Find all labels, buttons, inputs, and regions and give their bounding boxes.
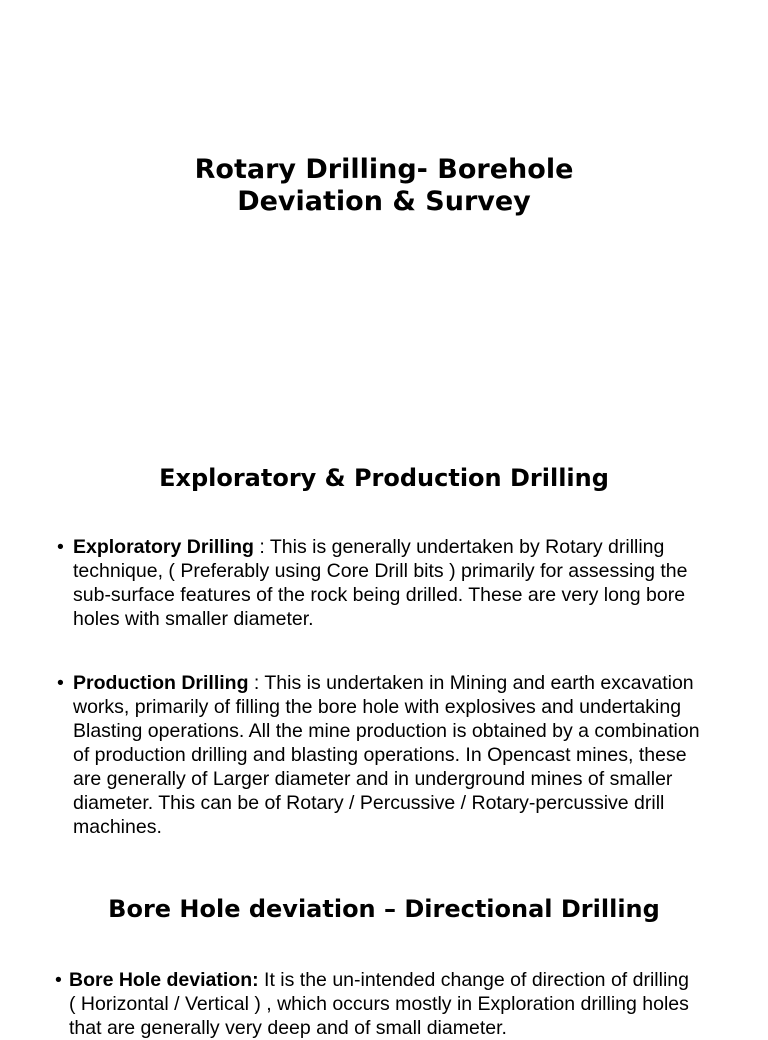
bullet-production-drilling bbox=[57, 671, 713, 839]
bullet-text: : This is generally undertaken by Rotary drilling technique, ( Preferably using Core Drill bits ) primarily for assessing the sub-surface features of the rock being drilled. These are very long bore holes with smaller diameter. bbox=[73, 536, 688, 630]
bullet-term: Exploratory Drilling bbox=[73, 536, 254, 558]
bullet-term: Bore Hole deviation: bbox=[69, 969, 259, 991]
bullet-dot: • bbox=[55, 969, 62, 991]
bullet-term: Production Drilling bbox=[73, 672, 249, 694]
bullet-bore-hole-deviation bbox=[55, 968, 689, 1040]
section-heading-bore-hole-deviation: Bore Hole deviation – Directional Drilling bbox=[108, 895, 660, 923]
bullet-exploratory-drilling bbox=[57, 535, 713, 631]
bullet-text: : This is undertaken in Mining and earth excavation works, primarily of filling the bore hole with explosives and undertaking Blasting operations. All the mine production is obtained by a combination of production drilling and blasting operations. In Opencast mines, these are generally of Larger diameter and in underground mines of smaller diameter. This can be of Rotary / Percussive / Rotary-percussive drill machines. bbox=[73, 672, 700, 838]
bullet-dot: • bbox=[57, 672, 64, 694]
bullet-text: It is the un-intended change of direction of drilling ( Horizontal / Vertical ) , which occurs mostly in Exploration drilling holes that are generally very deep and of small diameter. bbox=[69, 969, 689, 1039]
bullet-dot: • bbox=[57, 536, 64, 558]
section-heading-exploratory-production: Exploratory & Production Drilling bbox=[159, 464, 609, 492]
slide-title-line-2: Deviation & Survey bbox=[237, 186, 531, 217]
slide-title-line-1: Rotary Drilling- Borehole bbox=[194, 154, 574, 185]
